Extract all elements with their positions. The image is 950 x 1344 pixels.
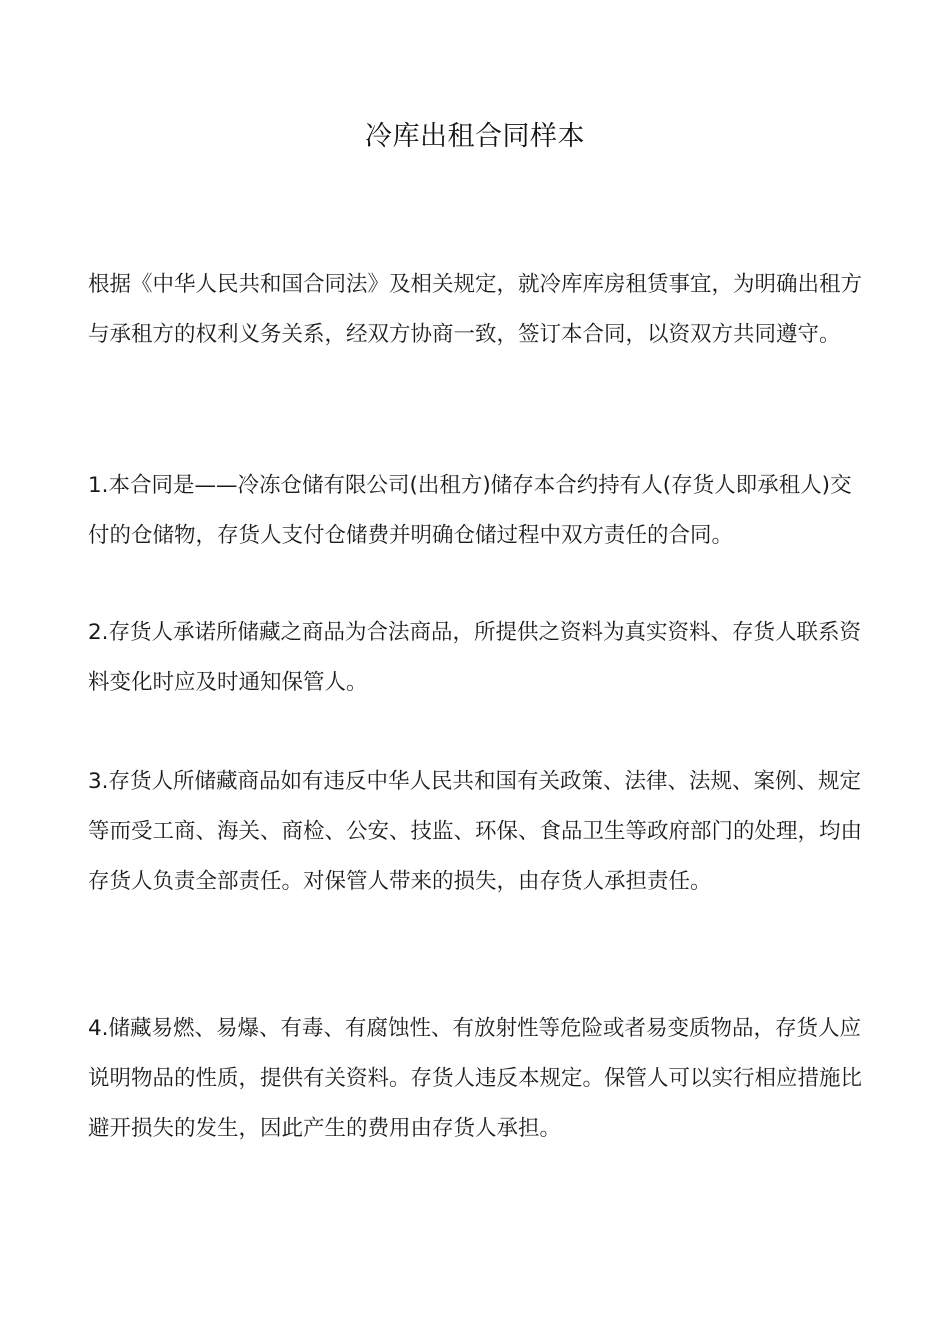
clause-3-paragraph: 3.存货人所储藏商品如有违反中华人民共和国有关政策、法律、法规、案例、规定等而受工商、海关、商检、公安、技监、环保、食品卫生等政府部门的处理，均由存货人负责全部责任。对保管人带来的损失，由存货人承担责任。 (88, 769, 863, 894)
document-title: 冷库出租合同样本 (365, 121, 585, 152)
clause-2-paragraph: 2.存货人承诺所储藏之商品为合法商品，所提供之资料为真实资料、存货人联系资料变化时应及时通知保管人。 (88, 620, 862, 695)
clause-4-paragraph: 4.储藏易燃、易爆、有毒、有腐蚀性、有放射性等危险或者易变质物品，存货人应说明物品的性质，提供有关资料。存货人违反本规定。保管人可以实行相应措施比避开损失的发生，因此产生的费用由存货人承担。 (88, 1016, 863, 1141)
clause-1-paragraph: 1.本合同是——冷冻仓储有限公司(出租方)储存本合约持有人(存货人即承租人)交付的仓储物，存货人支付仓储费并明确仓储过程中双方责任的合同。 (88, 473, 852, 548)
preamble-paragraph: 根据《中华人民共和国合同法》及相关规定，就冷库库房租赁事宜，为明确出租方与承租方的权利义务关系，经双方协商一致，签订本合同，以资双方共同遵守。 (88, 272, 863, 347)
